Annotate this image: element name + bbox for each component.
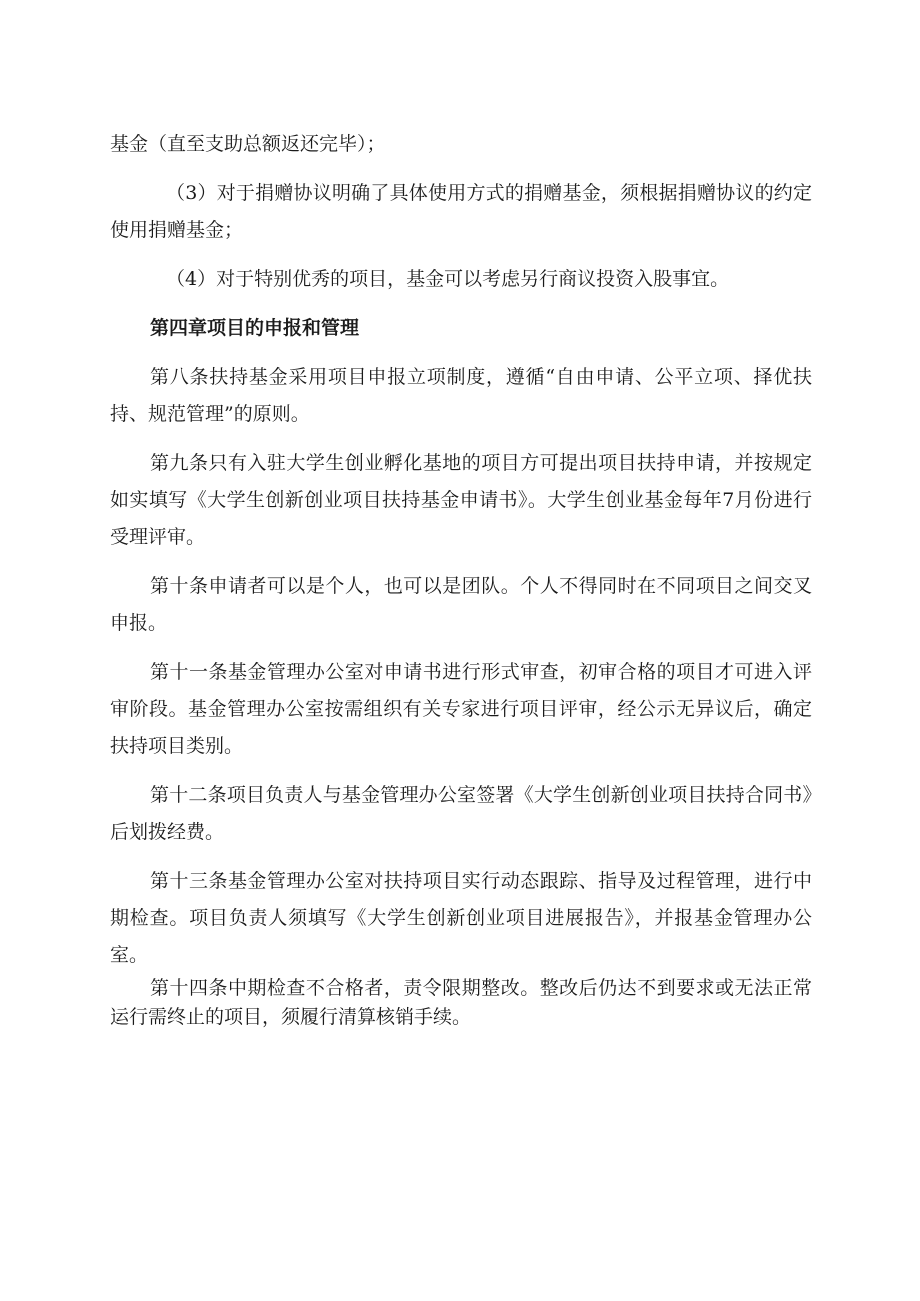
article-9: 第九条只有入驻大学生创业孵化基地的项目方可提出项目扶持申请，并按规定如实填写《大学生创新创业项目扶持基金申请书》。大学生创业基金每年7月份进行受理评审。: [110, 452, 812, 548]
document-body: [110, 126, 812, 1032]
article-11: 第十一条基金管理办公室对申请书进行形式审查，初审合格的项目才可进入评审阶段。基金管理办公室按需组织有关专家进行项目评审，经公示无异议后，确定扶持项目类别。: [110, 661, 812, 757]
paragraph-item-3: （3）对于捐赠协议明确了具体使用方式的捐赠基金，须根据捐赠协议的约定使用捐赠基金；: [110, 182, 812, 241]
paragraph-item-4: （4）对于特别优秀的项目，基金可以考虑另行商议投资入股事宜。: [166, 268, 730, 290]
article-10: 第十条申请者可以是个人，也可以是团队。个人不得同时在不同项目之间交叉申报。: [110, 575, 812, 634]
chapter-heading: 第四章项目的申报和管理: [150, 317, 360, 339]
article-13: 第十三条基金管理办公室对扶持项目实行动态跟踪、指导及过程管理，进行中期检查。项目负责人须填写《大学生创新创业项目进展报告》，并报基金管理办公室。: [110, 870, 812, 966]
paragraph-continuation: 基金（直至支助总额返还完毕）；: [110, 133, 386, 155]
article-14: 第十四条中期检查不合格者，责令限期整改。整改后仍达不到要求或无法正常运行需终止的项目，须履行清算核销手续。: [110, 977, 812, 1028]
article-12: 第十二条项目负责人与基金管理办公室签署《大学生创新创业项目扶持合同书》后划拨经费。: [110, 784, 812, 843]
article-8: 第八条扶持基金采用项目申报立项制度，遵循“自由申请、公平立项、择优扶持、规范管理”的原则。: [110, 366, 812, 425]
